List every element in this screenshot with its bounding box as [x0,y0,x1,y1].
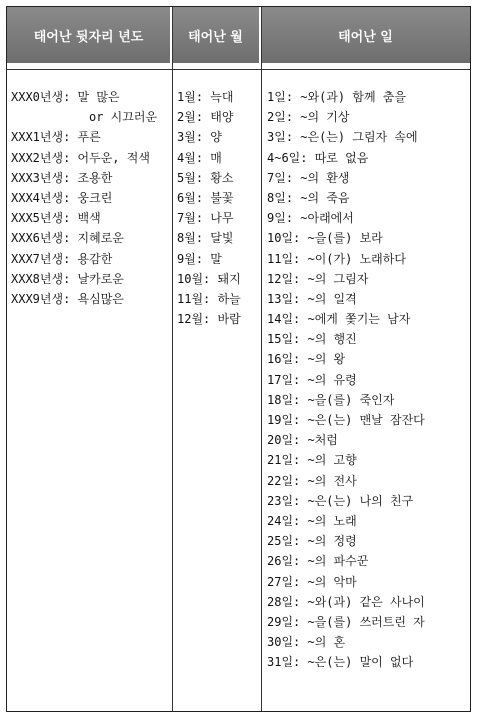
day-row: 30일: ~의 혼 [267,635,346,650]
column-divider [172,7,173,711]
day-row: 18일: ~을(를) 죽인자 [267,392,395,407]
day-row: 21일: ~의 고향 [267,453,357,468]
year-row: XXX9년생: 욕심많은 [11,291,124,306]
day-row: 2일: ~의 기상 [267,110,350,125]
day-row: 1일: ~와(과) 함께 춤을 [267,90,406,104]
day-row: 25일: ~의 정령 [267,534,357,549]
year-row: XXX7년생: 용감한 [11,251,113,266]
day-row: 20일: ~처럼 [267,433,338,448]
day-row: 24일: ~의 노래 [267,513,357,528]
day-row: 3일: ~은(는) 그림자 속에 [267,130,418,145]
day-row: 15일: ~의 행진 [267,332,357,347]
year-row: XXX4년생: 웅크린 [11,190,113,205]
month-row: 11월: 하늘 [177,291,241,306]
year-row: XXX0년생: 말 많은 [11,90,120,104]
year-row: or 시끄러운 [89,110,158,125]
day-row: 7일: ~의 환생 [267,170,350,185]
day-row: 29일: ~을(를) 쓰러트린 자 [267,614,425,629]
table-header [7,7,470,63]
year-row: XXX6년생: 지혜로운 [11,231,124,246]
day-row: 14일: ~에게 쫓기는 남자 [267,312,411,327]
day-row: 11일: ~이(가) 노래하다 [267,251,406,266]
month-row: 8월: 달빛 [177,231,234,246]
month-row: 2월: 태양 [177,110,234,125]
month-row: 4월: 매 [177,150,222,165]
day-row: 8일: ~의 죽음 [267,190,350,205]
month-row: 1월: 늑대 [177,90,234,104]
day-row: 17일: ~의 유령 [267,372,357,387]
month-row: 10월: 돼지 [177,271,241,286]
month-row: 5월: 황소 [177,170,234,185]
day-row: 12일: ~의 그림자 [267,271,369,286]
month-row: 12월: 바람 [177,312,241,327]
month-row: 3월: 양 [177,130,222,145]
month-row: 9월: 말 [177,251,222,266]
day-row: 19일: ~은(는) 맨날 잠잔다 [267,413,425,427]
day-row: 26일: ~의 파수꾼 [267,554,369,569]
day-row: 13일: ~의 일격 [267,291,357,306]
name-table [6,6,471,712]
header-divider [7,63,470,70]
year-row: XXX2년생: 어두운, 적색 [11,150,150,165]
month-row: 6월: 불꽃 [177,190,234,205]
header-month: 태어난 월 [172,7,261,63]
header-year: 태어난 뒷자리 년도 [7,7,172,63]
column-divider [261,7,262,711]
day-row: 22일: ~의 전사 [267,473,357,488]
day-row: 10일: ~을(를) 보라 [267,231,383,246]
day-row: 27일: ~의 악마 [267,574,357,589]
day-row: 9일: ~아래에서 [267,211,354,226]
day-row: 23일: ~은(는) 나의 친구 [267,493,414,508]
day-column [267,87,467,672]
year-row: XXX8년생: 날카로운 [11,271,124,286]
year-row: XXX3년생: 조용한 [11,170,113,185]
day-row: 4~6일: 따로 없음 [267,150,369,165]
year-row: XXX1년생: 푸른 [11,130,101,145]
month-row: 7월: 나무 [177,211,234,226]
day-row: 28일: ~와(과) 같은 사나이 [267,594,425,609]
month-column [177,87,259,329]
year-column [11,87,169,309]
year-row: XXX5년생: 백색 [11,211,101,226]
day-row: 31일: ~은(는) 말이 없다 [267,655,414,670]
header-day: 태어난 일 [261,7,470,63]
day-row: 16일: ~의 왕 [267,352,346,367]
